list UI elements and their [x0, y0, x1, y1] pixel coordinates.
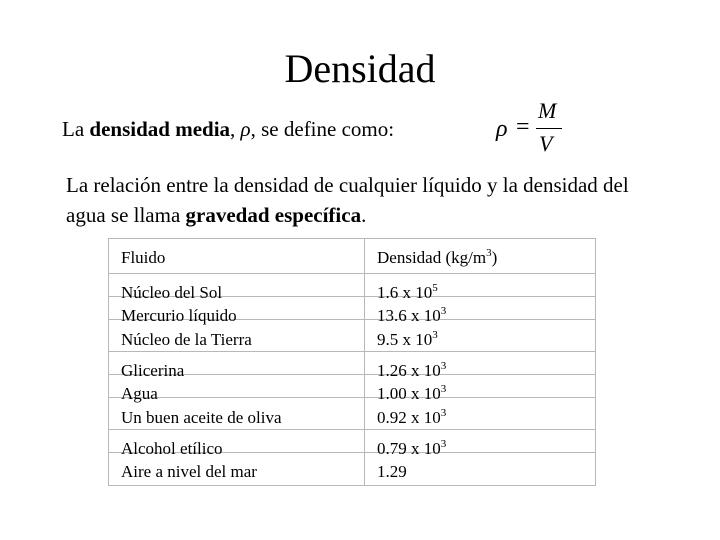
fluid-name: Agua	[121, 384, 158, 404]
density-mantissa: 1.29	[377, 462, 407, 482]
specific-gravity-paragraph	[66, 170, 666, 230]
para-bold-term: gravedad específica	[185, 203, 362, 227]
formula-rho: ρ	[496, 116, 508, 142]
fluid-name: Mercurio líquido	[121, 306, 237, 326]
density-mantissa: 13.6 x 10	[377, 306, 441, 326]
intro-bold-term: densidad media	[89, 117, 231, 141]
header-density-sup: 3	[486, 247, 492, 259]
density-value	[377, 437, 446, 463]
intro-line	[62, 116, 394, 142]
density-value	[377, 304, 446, 330]
density-exponent: 3	[440, 406, 447, 419]
row-divider	[109, 397, 595, 398]
group-divider	[109, 273, 595, 274]
density-mantissa: 0.79 x 10	[377, 439, 441, 458]
fluid-name: Núcleo del Sol	[121, 283, 223, 302]
density-value	[377, 328, 438, 354]
formula-numerator: M	[538, 98, 557, 123]
group-divider	[109, 429, 595, 430]
rho-symbol: ρ	[240, 117, 251, 141]
density-mantissa: 1.26 x 10	[377, 361, 441, 380]
header-density	[377, 246, 497, 272]
density-exponent: 3	[432, 328, 438, 341]
header-fluid: Fluido	[121, 248, 166, 267]
density-mantissa: 1.00 x 10	[377, 384, 441, 404]
column-divider	[364, 239, 365, 485]
intro-text-2: ,	[230, 117, 241, 141]
density-formula	[496, 98, 576, 160]
group-divider	[109, 351, 595, 352]
formula-denominator: V	[539, 131, 553, 156]
formula-equals: =	[516, 114, 530, 140]
fluid-name: Alcohol etílico	[121, 439, 223, 458]
fraction-bar	[536, 128, 562, 129]
page-title: Densidad	[284, 46, 436, 91]
density-exponent: 3	[440, 360, 447, 372]
intro-text-3: , se define como:	[250, 117, 395, 141]
density-value	[377, 406, 446, 432]
density-table	[108, 238, 596, 486]
header-density-end: )	[491, 248, 498, 267]
density-mantissa: 0.92 x 10	[377, 407, 441, 427]
fluid-name: Núcleo de la Tierra	[121, 329, 252, 349]
density-value	[377, 460, 407, 483]
density-mantissa: 9.5 x 10	[377, 329, 433, 349]
density-exponent: 5	[432, 282, 438, 294]
density-value	[377, 281, 438, 307]
fluid-name: Glicerina	[121, 361, 185, 380]
fluid-name: Aire a nivel del mar	[121, 462, 257, 482]
density-exponent: 3	[440, 383, 447, 396]
density-mantissa: 1.6 x 10	[377, 283, 433, 302]
density-value	[377, 359, 446, 385]
para-text-2: .	[361, 203, 367, 227]
para-text-1: La relación entre la densidad de cualquier líquido y la densidad del agua se llama	[66, 173, 629, 227]
intro-text-1: La	[62, 117, 90, 141]
header-density-base: Densidad (kg/m	[377, 248, 487, 267]
density-exponent: 3	[440, 305, 447, 318]
density-value	[377, 382, 446, 408]
density-exponent: 3	[440, 438, 447, 450]
fluid-name: Un buen aceite de oliva	[121, 407, 282, 427]
